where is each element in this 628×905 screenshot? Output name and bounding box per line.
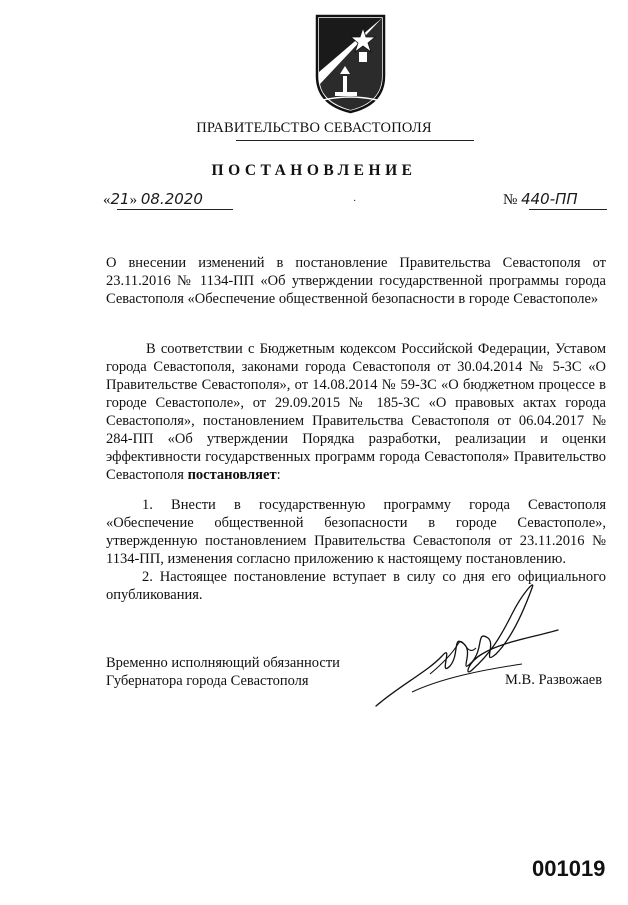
signatory-title-line-1: Временно исполняющий обязанности <box>106 655 340 671</box>
date-underline <box>117 209 233 210</box>
document-subject: О внесении изменений в постановление Правительства Севастополя от 23.11.2016 № 1134-ПП «Об утверждении государственной программы города Севастополя «Обеспечение общественной безопасности в городе Севастополе» <box>106 255 606 307</box>
handwritten-signature-icon <box>372 574 562 714</box>
document-type-title: ПОСТАНОВЛЕНИЕ <box>211 162 417 179</box>
document-date <box>103 190 233 212</box>
divider <box>236 140 474 141</box>
decree-item-1: 1. Внести в государственную программу города Севастополя «Обеспечение общественной безопасности в городе Севастополе», утвержденную постановлением Правительства Севастополя от 23.11.2016 № 1134-ПП, изменения согласно приложению к настоящему постановлению. <box>106 497 606 567</box>
date-close-quote: » <box>129 192 138 208</box>
preamble-paragraph <box>106 340 606 484</box>
date-month-year: 08.2020 <box>140 190 203 208</box>
sevastopol-coat-of-arms-icon <box>313 14 388 114</box>
number-value: 440-ПП <box>521 190 578 208</box>
number-label: № <box>503 192 518 208</box>
signatory-title <box>106 654 340 690</box>
document-number <box>503 190 607 212</box>
stray-mark: · <box>353 196 357 207</box>
organization-name: ПРАВИТЕЛЬСТВО СЕВАСТОПОЛЯ <box>196 120 432 136</box>
signatory-title-line-2: Губернатора города Севастополя <box>106 673 309 689</box>
preamble-verb: постановляет <box>187 467 277 483</box>
decree-item-2: 2. Настоящее постановление вступает в силу со дня его официального опубликования. <box>106 569 606 603</box>
preamble-text: В соответствии с Бюджетным кодексом Российской Федерации, Уставом города Севастополя, законами города Севастополя от 30.04.2014 № 5-ЗС «О Правительстве Севастополя», от 14.08.2014 № 59-ЗС «О бюджетном процессе в городе Севастополе», от 29.09.2015 № 185-ЗС «О правовых актах города Севастополя», постановлением Правительства Севастополя от 06.04.2017 № 284-ПП «Об утверждении Порядка разработки, реализации и оценки эффективности государственных программ города Севастополя» Правительство Севастополя <box>106 341 606 483</box>
date-open-quote: « <box>103 192 111 208</box>
date-day: 21 <box>110 190 130 208</box>
number-underline <box>529 209 607 210</box>
signatory-name: М.В. Развожаев <box>505 672 603 688</box>
preamble-tail: : <box>276 467 281 483</box>
serial-number: 001019 <box>532 856 606 881</box>
